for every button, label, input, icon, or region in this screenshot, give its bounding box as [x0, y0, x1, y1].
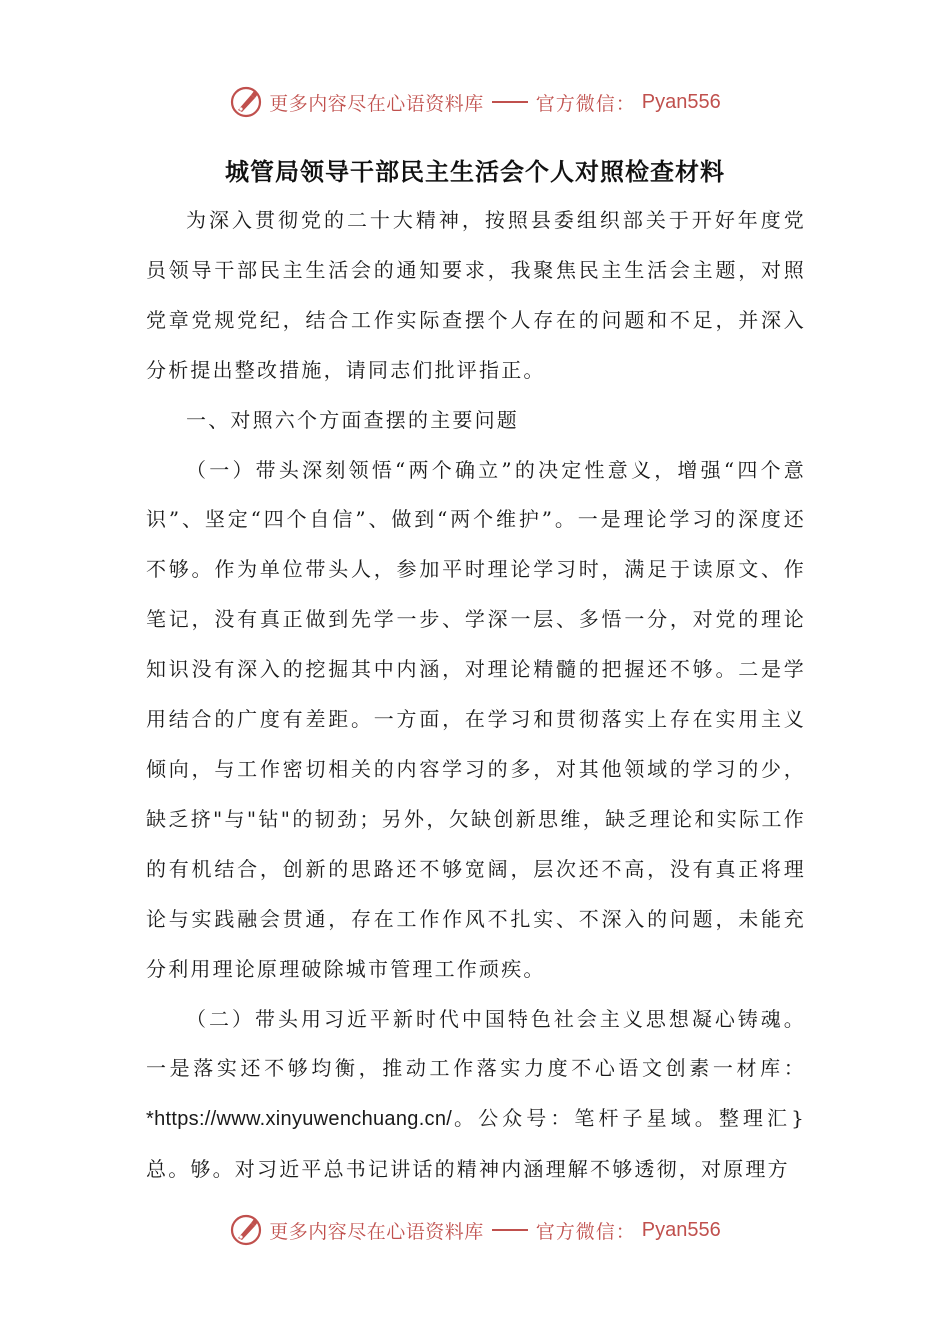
paragraph-item-2-post: 。公众号：笔杆子星域。整理汇}总。够。对习近平总书记讲话的精神内涵理解不够透彻，对原理方: [146, 1106, 806, 1182]
banner-text: 更多内容尽在心语资料库: [269, 1220, 484, 1243]
paragraph-intro: 为深入贯彻党的二十大精神，按照县委组织部关于开好年度党员领导干部民主生活会的通知要求，我聚焦民主生活会主题，对照党章党规党纪，结合工作实际查摆个人存在的问题和不足，并深入分析提出整改措施，请同志们批评指正。: [146, 208, 806, 382]
paragraph-item-2: [146, 995, 806, 1196]
document-body: [146, 196, 806, 1195]
section-heading-1: 一、对照六个方面查摆的主要问题: [186, 407, 519, 432]
pen-nib-logo-icon: [229, 85, 263, 119]
banner-separator: [492, 1229, 528, 1231]
banner-text: 更多内容尽在心语资料库: [269, 92, 484, 115]
paragraph-item-2-pre: （二）带头用习近平新时代中国特色社会主义思想凝心铸魂。一是落实还不够均衡，推动工作落实力度不心语文创素一材库：: [146, 1006, 806, 1081]
banner-wechat-id: Pyan556: [641, 1218, 721, 1241]
banner-separator: [492, 101, 528, 103]
inline-url: *https://www.xinyuwenchuang.cn/: [146, 1108, 453, 1131]
paragraph-item-1: （一）带头深刻领悟“两个确立”的决定性意义，增强“四个意识”、坚定“四个自信”、做到“两个维护”。一是理论学习的深度还不够。作为单位带头人，参加平时理论学习时，满足于读原文、作笔记，没有真正做到先学一步、学深一层、多悟一分，对党的理论知识没有深入的挖掘其中内涵，对理论精髓的把握还不够。二是学用结合的广度有差距。一方面，在学习和贯彻落实上存在实用主义倾向，与工作密切相关的内容学习的多，对其他领域的学习的少，缺乏挤"与"钻"的韧劲；另外，欠缺创新思维，缺乏理论和实际工作的有机结合，创新的思路还不够宽阔，层次还不高，没有真正将理论与实践融会贯通，存在工作作风不扎实、不深入的问题，未能充分利用理论原理破除城市管理工作顽疾。: [146, 457, 806, 981]
bottom-watermark-banner: [0, 1208, 950, 1252]
top-watermark-banner: [0, 80, 950, 124]
banner-wechat-id: Pyan556: [641, 90, 721, 113]
banner-wechat-label: 官方微信：: [535, 1220, 636, 1243]
pen-nib-logo-icon: [229, 1213, 263, 1247]
banner-wechat-label: 官方微信：: [535, 92, 636, 115]
document-title: 城管局领导干部民主生活会个人对照检查材料: [225, 157, 725, 186]
